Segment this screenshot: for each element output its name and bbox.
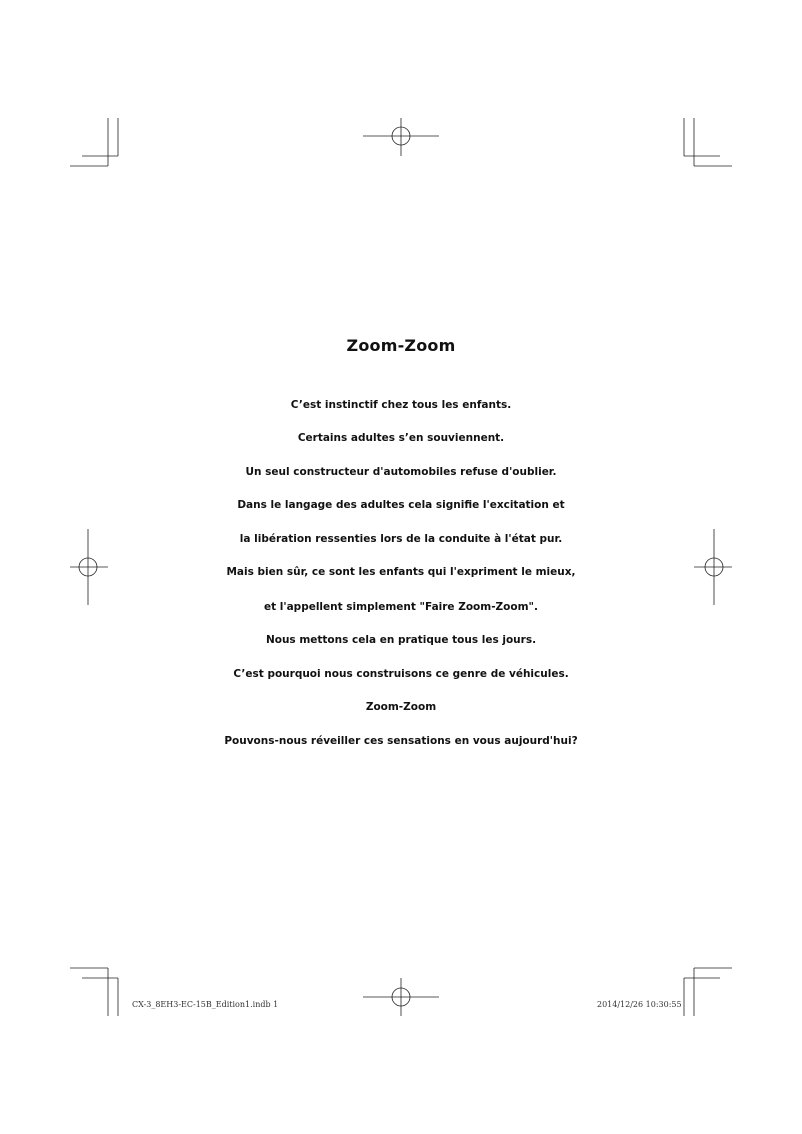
text-line: Nous mettons cela en pratique tous les jours. xyxy=(265,634,537,646)
text-line: Mais bien sûr, ce sont les enfants qui l'expriment le mieux, xyxy=(226,566,576,578)
text-line: la libération ressenties lors de la conduite à l'état pur. xyxy=(239,533,563,545)
text-line: Certains adultes s’en souviennent. xyxy=(297,432,505,444)
text-line: Zoom-Zoom xyxy=(365,701,437,713)
text-line: C’est pourquoi nous construisons ce genre de véhicules. xyxy=(233,668,569,680)
registration-mark-bottom xyxy=(363,978,439,1016)
text-line: Pouvons-nous réveiller ces sensations en vous aujourd'hui? xyxy=(224,735,578,747)
crop-mark-top-right xyxy=(684,118,732,166)
page-title: Zoom-Zoom xyxy=(346,336,456,355)
text-line: Dans le langage des adultes cela signifie l'excitation et xyxy=(237,499,565,511)
text-line: C’est instinctif chez tous les enfants. xyxy=(290,399,512,411)
crop-mark-top-left xyxy=(70,118,118,166)
print-slug-timestamp: 2014/12/26 10:30:55 xyxy=(597,1000,682,1009)
print-slug-filename: CX-3_8EH3-EC-15B_Edition1.indb 1 xyxy=(132,1000,279,1009)
crop-mark-bottom-left xyxy=(70,968,118,1016)
text-line: et l'appellent simplement "Faire Zoom-Zoom". xyxy=(263,601,538,613)
crop-mark-bottom-right xyxy=(684,968,732,1016)
registration-mark-top xyxy=(363,118,439,156)
text-line: Un seul constructeur d'automobiles refuse d'oublier. xyxy=(245,466,557,478)
